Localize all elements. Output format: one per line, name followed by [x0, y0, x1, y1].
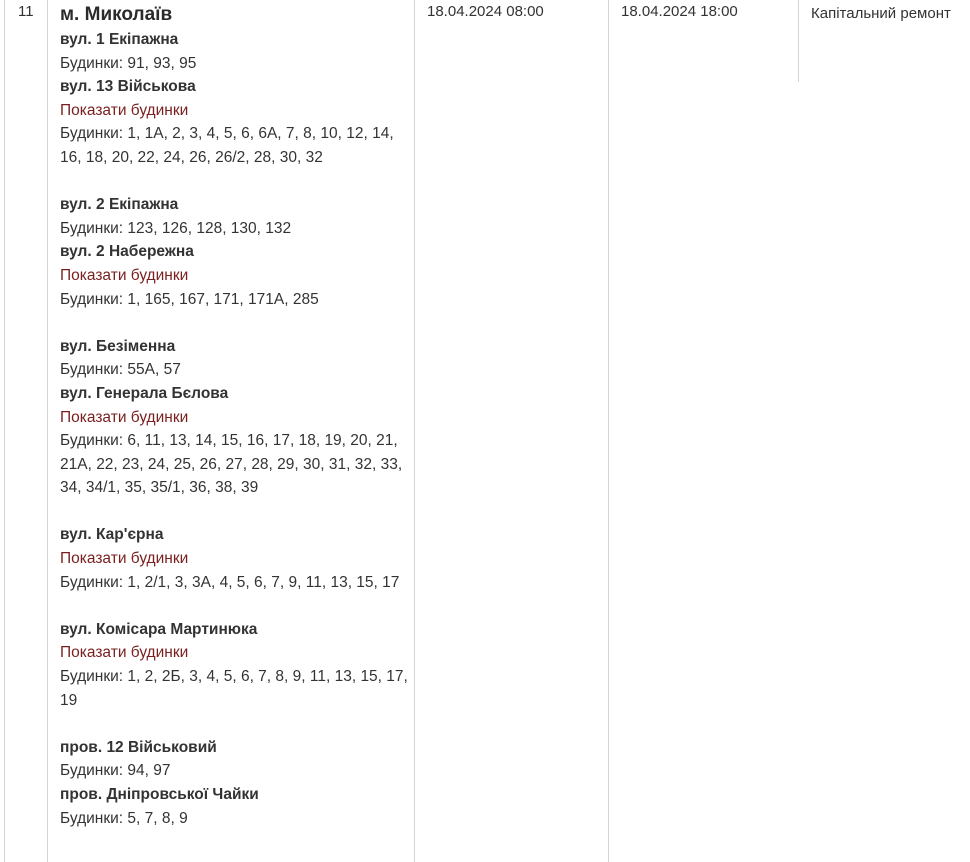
street-name: пров. 12 Військовий: [60, 738, 217, 756]
show-houses-link[interactable]: Показати будинки: [60, 266, 189, 284]
street-spacer: [60, 712, 410, 736]
street-houses: Будинки: 6, 11, 13, 14, 15, 16, 17, 18, 19, 20, 21, 21А, 22, 23, 24, 25, 26, 27, 28, 29, 30, 31, 32, 33, 34, 34/1, 35, 35/1, 36, 38, 39: [60, 432, 403, 497]
street-houses: Будинки: 5, 7, 8, 9: [60, 809, 188, 827]
end-datetime: 18.04.2024 18:00: [621, 3, 738, 20]
street-name: вул. 13 Військова: [60, 78, 196, 96]
street-name: вул. 2 Екіпажна: [60, 196, 179, 214]
city-name: м. Миколаїв: [60, 4, 173, 25]
street-name: вул. Комісара Мартинюка: [60, 620, 258, 638]
show-houses-link[interactable]: Показати будинки: [60, 101, 189, 119]
street-houses: Будинки: 94, 97: [60, 762, 171, 780]
street-name: пров. Дніпровської Чайки: [60, 786, 259, 803]
street-houses: Будинки: 1, 165, 167, 171, 171А, 285: [60, 290, 319, 308]
street-spacer: [60, 170, 410, 194]
street-houses: Будинки: 1, 1А, 2, 3, 4, 5, 6, 6А, 7, 8, 10, 12, 14, 16, 18, 20, 22, 24, 26, 26/2, 28, 30, 32: [60, 125, 394, 166]
end-time-cell: [609, 0, 799, 862]
show-houses-link[interactable]: Показати будинки: [60, 550, 189, 568]
street-spacer: [60, 500, 410, 524]
address-list: [60, 2, 410, 830]
street-houses: Будинки: 91, 93, 95: [60, 54, 197, 72]
work-type-cell: [799, 0, 970, 862]
street-name: вул. 1 Екіпажна: [60, 31, 179, 48]
street-name: вул. 2 Набережна: [60, 243, 194, 261]
address-cell: [48, 0, 415, 862]
street-spacer: [60, 594, 410, 618]
start-time-cell: [415, 0, 609, 862]
street-houses: Будинки: 1, 2, 2Б, 3, 4, 5, 6, 7, 8, 9, 11, 13, 15, 17, 19: [60, 668, 408, 709]
show-houses-link[interactable]: Показати будинки: [60, 644, 189, 662]
street-houses: Будинки: 123, 126, 128, 130, 132: [60, 219, 292, 237]
row-number: 11: [18, 3, 34, 20]
work-type: Капітальний ремонт: [811, 5, 951, 22]
street-houses: Будинки: 55А, 57: [60, 361, 181, 379]
start-datetime: 18.04.2024 08:00: [427, 3, 544, 20]
street-houses: Будинки: 1, 2/1, 3, 3А, 4, 5, 6, 7, 9, 11, 13, 15, 17: [60, 573, 400, 591]
street-spacer: [60, 311, 410, 335]
row-number-cell: [4, 0, 48, 862]
street-name: вул. Кар'єрна: [60, 526, 164, 544]
show-houses-link[interactable]: Показати будинки: [60, 408, 189, 426]
street-name: вул. Генерала Бєлова: [60, 384, 229, 402]
street-name: вул. Безіменна: [60, 337, 176, 355]
